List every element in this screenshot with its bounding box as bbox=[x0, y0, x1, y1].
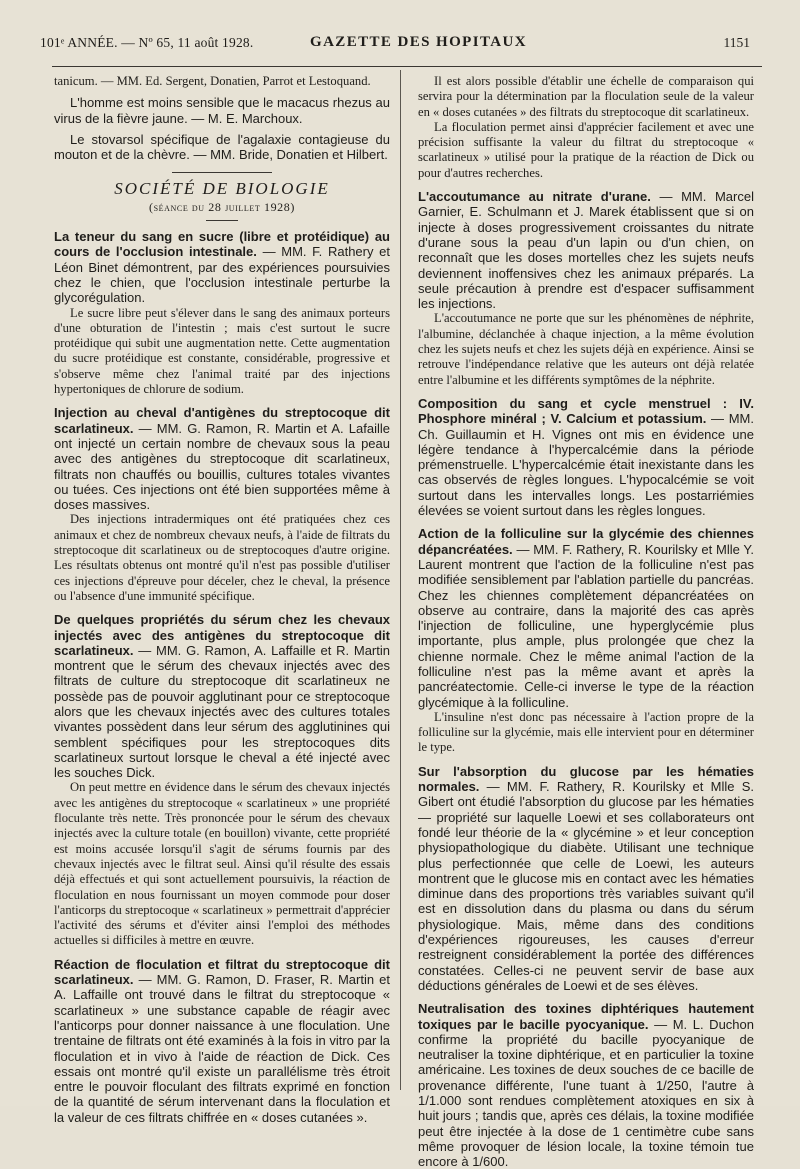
article-authors: — MM. Marcel Garnier, E. Schulmann et J. Marek établissent que si on injecte à doses progressivement croissantes du nitrate d'urane sous la peau d'un lapin ou d'un chien, on reconnaît que les doses mortelles chez les sujets neufs deviennent inoffensives chez les animaux préparés. La seule précaution à prendre est d'espacer suffisamment les injections. bbox=[418, 189, 754, 312]
society-rule-bottom bbox=[206, 220, 238, 221]
article-authors: — MM. G. Ramon, R. Martin et A. Lafaille ont injecté un certain nombre de chevaux sous la peau avec des antigènes du streptocoque dit scarlatineux, filtrats non chauffés ou bouillis, cultures totales vivantes ou tuées. Ces injections ont été bien supportées même à doses massives. bbox=[54, 420, 390, 513]
article-authors: — MM. G. Ramon, D. Fraser, R. Martin et A. Laffaille ont trouvé dans le filtrat du streptocoque « scarlatineux » une substance capable de réagir avec l'anticorps pour donner naissance à une floculation. Une trentaine de filtrats ont été examinés à la fois in vitro par la floculation et in vivo à l'aide de réaction de Dick. Ces essais ont montré qu'il existe un parallélisme très étroit entre le pouvoir floculant des filtrats exprimé en fonction de la quantité de sérum intervenant dans la floculation et la valeur de ces filtrats chiffrée en « doses cutanées ». bbox=[54, 972, 391, 1125]
article-title: L'accoutumance au nitrate d'urane. bbox=[418, 189, 651, 205]
article-title: Composition du sang et cycle menstruel : IV. Phosphore minéral ; V. Calcium et potassium. bbox=[418, 395, 754, 427]
intro-entry-1: tanicum. — MM. Ed. Sergent, Donatien, Parrot et Lestoquand. bbox=[54, 74, 371, 88]
article-horse-injection bbox=[54, 405, 390, 512]
page-header bbox=[40, 35, 760, 59]
article-title: Action de la folliculine sur la glycémie des chiennes dépancréatées. bbox=[418, 526, 754, 557]
article-diphtheria-toxins bbox=[418, 1001, 754, 1169]
article-title: Sur l'absorption du glucose par les hématies normales. bbox=[418, 763, 754, 795]
article-authors: — MM. G. Ramon, A. Laffaille et R. Martin montrent que le sérum des chevaux injectés avec des filtrats de culture du streptocoque dit scarlatineux ne possède pas de pouvoir agglutinant pour ce streptocoque alors que les chevaux injectés avec des cultures totales vivantes possèdent dans leur sérum des agglutinines qui semblent spécifiques pour les streptocoques dits scarlatineux surtout lorsque le cheval a été injecté avec les souches Dick. bbox=[54, 642, 390, 781]
article-flocculation bbox=[54, 957, 390, 1125]
article-authors: — MM. F. Rathery, R. Kourilsky et Mlle S. Gibert ont étudié l'absorption du glucose par les hématies — propriété sur laquelle Loewi et ses collaborateurs ont fondé leur théorie de la « glycémine » et leur conception physiopathologique du diabète. Utilisant une technique plus perfectionnée que celle de Loewi, les auteurs montrent que le glucose mis en contact avec les hématies diminue dans des proportions très variables suivant qu'il est en dissolution dans du plasma ou dans du sérum physiologique. Mais, même dans des conditions d'expériences rigoureuses, les causes d'erreur restreignent considérablement la portée des différences constatées. Celles-ci ne peuvent servir de base aux déductions générales de Loewi et de ses élèves. bbox=[418, 779, 754, 993]
journal-title: GAZETTE DES HOPITAUX bbox=[310, 34, 527, 50]
issue-info: 101ᵉ ANNÉE. — Nº 65, 11 août 1928. bbox=[40, 35, 254, 50]
intro-entry-2: L'homme est moins sensible que le macacus rhezus au virus de la fièvre jaune. — M. E. Marchoux. bbox=[54, 95, 390, 126]
article-authors: — MM. F. Rathery et Léon Binet démontrent, par des expériences poursuivies chez le chien, que l'occlusion intestinale perturbe la glycorégulation. bbox=[54, 244, 390, 306]
article-paragraph: Il est alors possible d'établir une échelle de comparaison qui servira pour la détermination par la floculation seule de la valeur en « doses cutanées » des filtrats du streptocoque dit scarlatineux. bbox=[418, 74, 754, 119]
article-glucose-hematies bbox=[418, 764, 754, 993]
article-paragraph: Des injections intradermiques ont été pratiquées chez ces animaux et chez de nombreux chevaux neufs, à l'aide de filtrats du streptocoque dit scarlatineux ou de streptocoques d'autre origine. Les résultats obtenus ont montré qu'il n'est pas possible d'utiliser ces injections d'épreuve pour déceler, chez le cheval, la présence ou l'absence d'une immunité spécifique. bbox=[54, 512, 390, 603]
article-paragraph: L'accoutumance ne porte que sur les phénomènes de néphrite, l'albumine, déclanchée à chaque injection, a la même évolution chez les sujets neufs et chez les sujets déjà en expérience. Ainsi se retrouve l'indépendance relative que les auteurs ont déjà relatée entre l'albumine et les différents symptômes de la néphrite. bbox=[418, 311, 754, 387]
article-paragraph: On peut mettre en évidence dans le sérum des chevaux injectés avec les antigènes du streptocoque « scarlatineux » une propriété floculante très nette. Très prononcée pour le sérum des chevaux injectés avec la culture totale (en bouillon) vivante, cette propriété est moins accusée lorsqu'il s'agit de sérums fournis par des chevaux injectés avec le filtrat seul. Ainsi qu'il résulte des essais déjà effectués et qui sont actuellement poursuivis, la réaction de floculation en nous fournissant un moyen commode pour doser l'anticorps du streptocoque « scarlatineux » permettrait d'apprécier l'activité des sérums et d'éviter ainsi l'emploi des méthodes actuelles si difficiles à mettre en œuvre. bbox=[54, 780, 390, 948]
article-menstrual-cycle bbox=[418, 396, 754, 518]
left-column bbox=[54, 74, 390, 1125]
article-authors: — MM. Ch. Guillaumin et H. Vignes ont mis en évidence une légère tendance à l'hypercalcémie dans la période prémenstruelle. L'hypercalcémie était inexistante dans les cas observés de règles longues. L'hypocalcémie se voit surtout dans les intervalles longs. Les postarriémies élevées se voient surtout dans les règles longues. bbox=[418, 411, 754, 519]
article-title: De quelques propriétés du sérum chez les chevaux injectés avec des antigènes du streptocoque dit scarlatineux. bbox=[54, 612, 390, 658]
article-paragraph: L'insuline n'est donc pas nécessaire à l'action propre de la folliculine sur la glycémie, mais elle intervient pour en déterminer le type. bbox=[418, 709, 754, 755]
article-serum-properties bbox=[54, 612, 390, 780]
article-paragraph: Le sucre libre peut s'élever dans le sang des animaux porteurs d'une obturation de l'intestin ; mais c'est surtout le sucre protéidique qui subit une augmentation nette. Cette augmentation du sucre protéidique est constante, considérable, progressive et s'observe même chez l'animal traité par des injections hypertoniques de chlorure de sodium. bbox=[54, 305, 390, 397]
intro-entry-3: Le stovarsol spécifique de l'agalaxie contagieuse du mouton et de la chèvre. — MM. Bride, Donatien et Hilbert. bbox=[54, 131, 390, 163]
article-sugar-occlusion bbox=[54, 229, 390, 305]
society-title: SOCIÉTÉ DE BIOLOGIE bbox=[114, 179, 330, 199]
page-number: 1151 bbox=[723, 35, 750, 50]
article-title: Injection au cheval d'antigènes du streptocoque dit scarlatineux. bbox=[54, 405, 390, 436]
column-separator bbox=[400, 70, 401, 1090]
society-heading bbox=[54, 172, 390, 221]
right-column bbox=[418, 74, 754, 1169]
article-title: La teneur du sang en sucre (libre et protéidique) au cours de l'occlusion intestinale. bbox=[54, 229, 390, 260]
article-title: Réaction de floculation et filtrat du streptocoque dit scarlatineux. bbox=[54, 956, 390, 988]
society-rule-top bbox=[172, 172, 272, 173]
article-authors: — MM. F. Rathery, R. Kourilsky et Mlle Y. Laurent montrent que l'action de la folliculine n'est pas modifiée sensiblement par l'ablation partielle du pancréas. Chez les chiennes complètement dépancréatées on observe au contraire, dans la majorité des cas après l'injection de folliculine, une hyperglycémie plus importante, plus ample, plus prolongée que chez la chienne normale. Chez le même animal l'action de la folliculine n'est pas la même avant et après la pancréatectomie. Celle-ci inverse le type de la réaction glycémique à la folliculine. bbox=[418, 541, 754, 710]
society-session: (séance du 28 juillet 1928) bbox=[149, 199, 295, 214]
article-uranium-nitrate bbox=[418, 189, 754, 311]
article-folliculine bbox=[418, 526, 754, 710]
article-title: Neutralisation des toxines diphtériques hautement toxiques par le bacille pyocyanique. bbox=[418, 1001, 754, 1032]
article-paragraph: La floculation permet ainsi d'apprécier facilement et avec une précision suffisante la valeur du filtrat du streptocoque « scarlatineux » utilisé pour la pratique de la réaction de Dick ou pour d'autres recherches. bbox=[418, 119, 754, 180]
article-authors: — M. L. Duchon confirme la propriété du bacille pyocyanique de neutraliser la toxine diphtérique, et en particulier la toxine américaine. Les toxines de deux souches de ce bacille de provenance différente, l'une tuant à 1/250, l'autre à 1/1.000 sont rendues complètement atoxiques en six à huit jours ; tandis que, après ces délais, la toxine modifiée peut être injectée à la dose de 1 centimètre cube sans même provoquer de lésion locale, la toxine témoin tue encore à 1/600. bbox=[418, 1016, 754, 1169]
header-rule bbox=[52, 66, 762, 67]
